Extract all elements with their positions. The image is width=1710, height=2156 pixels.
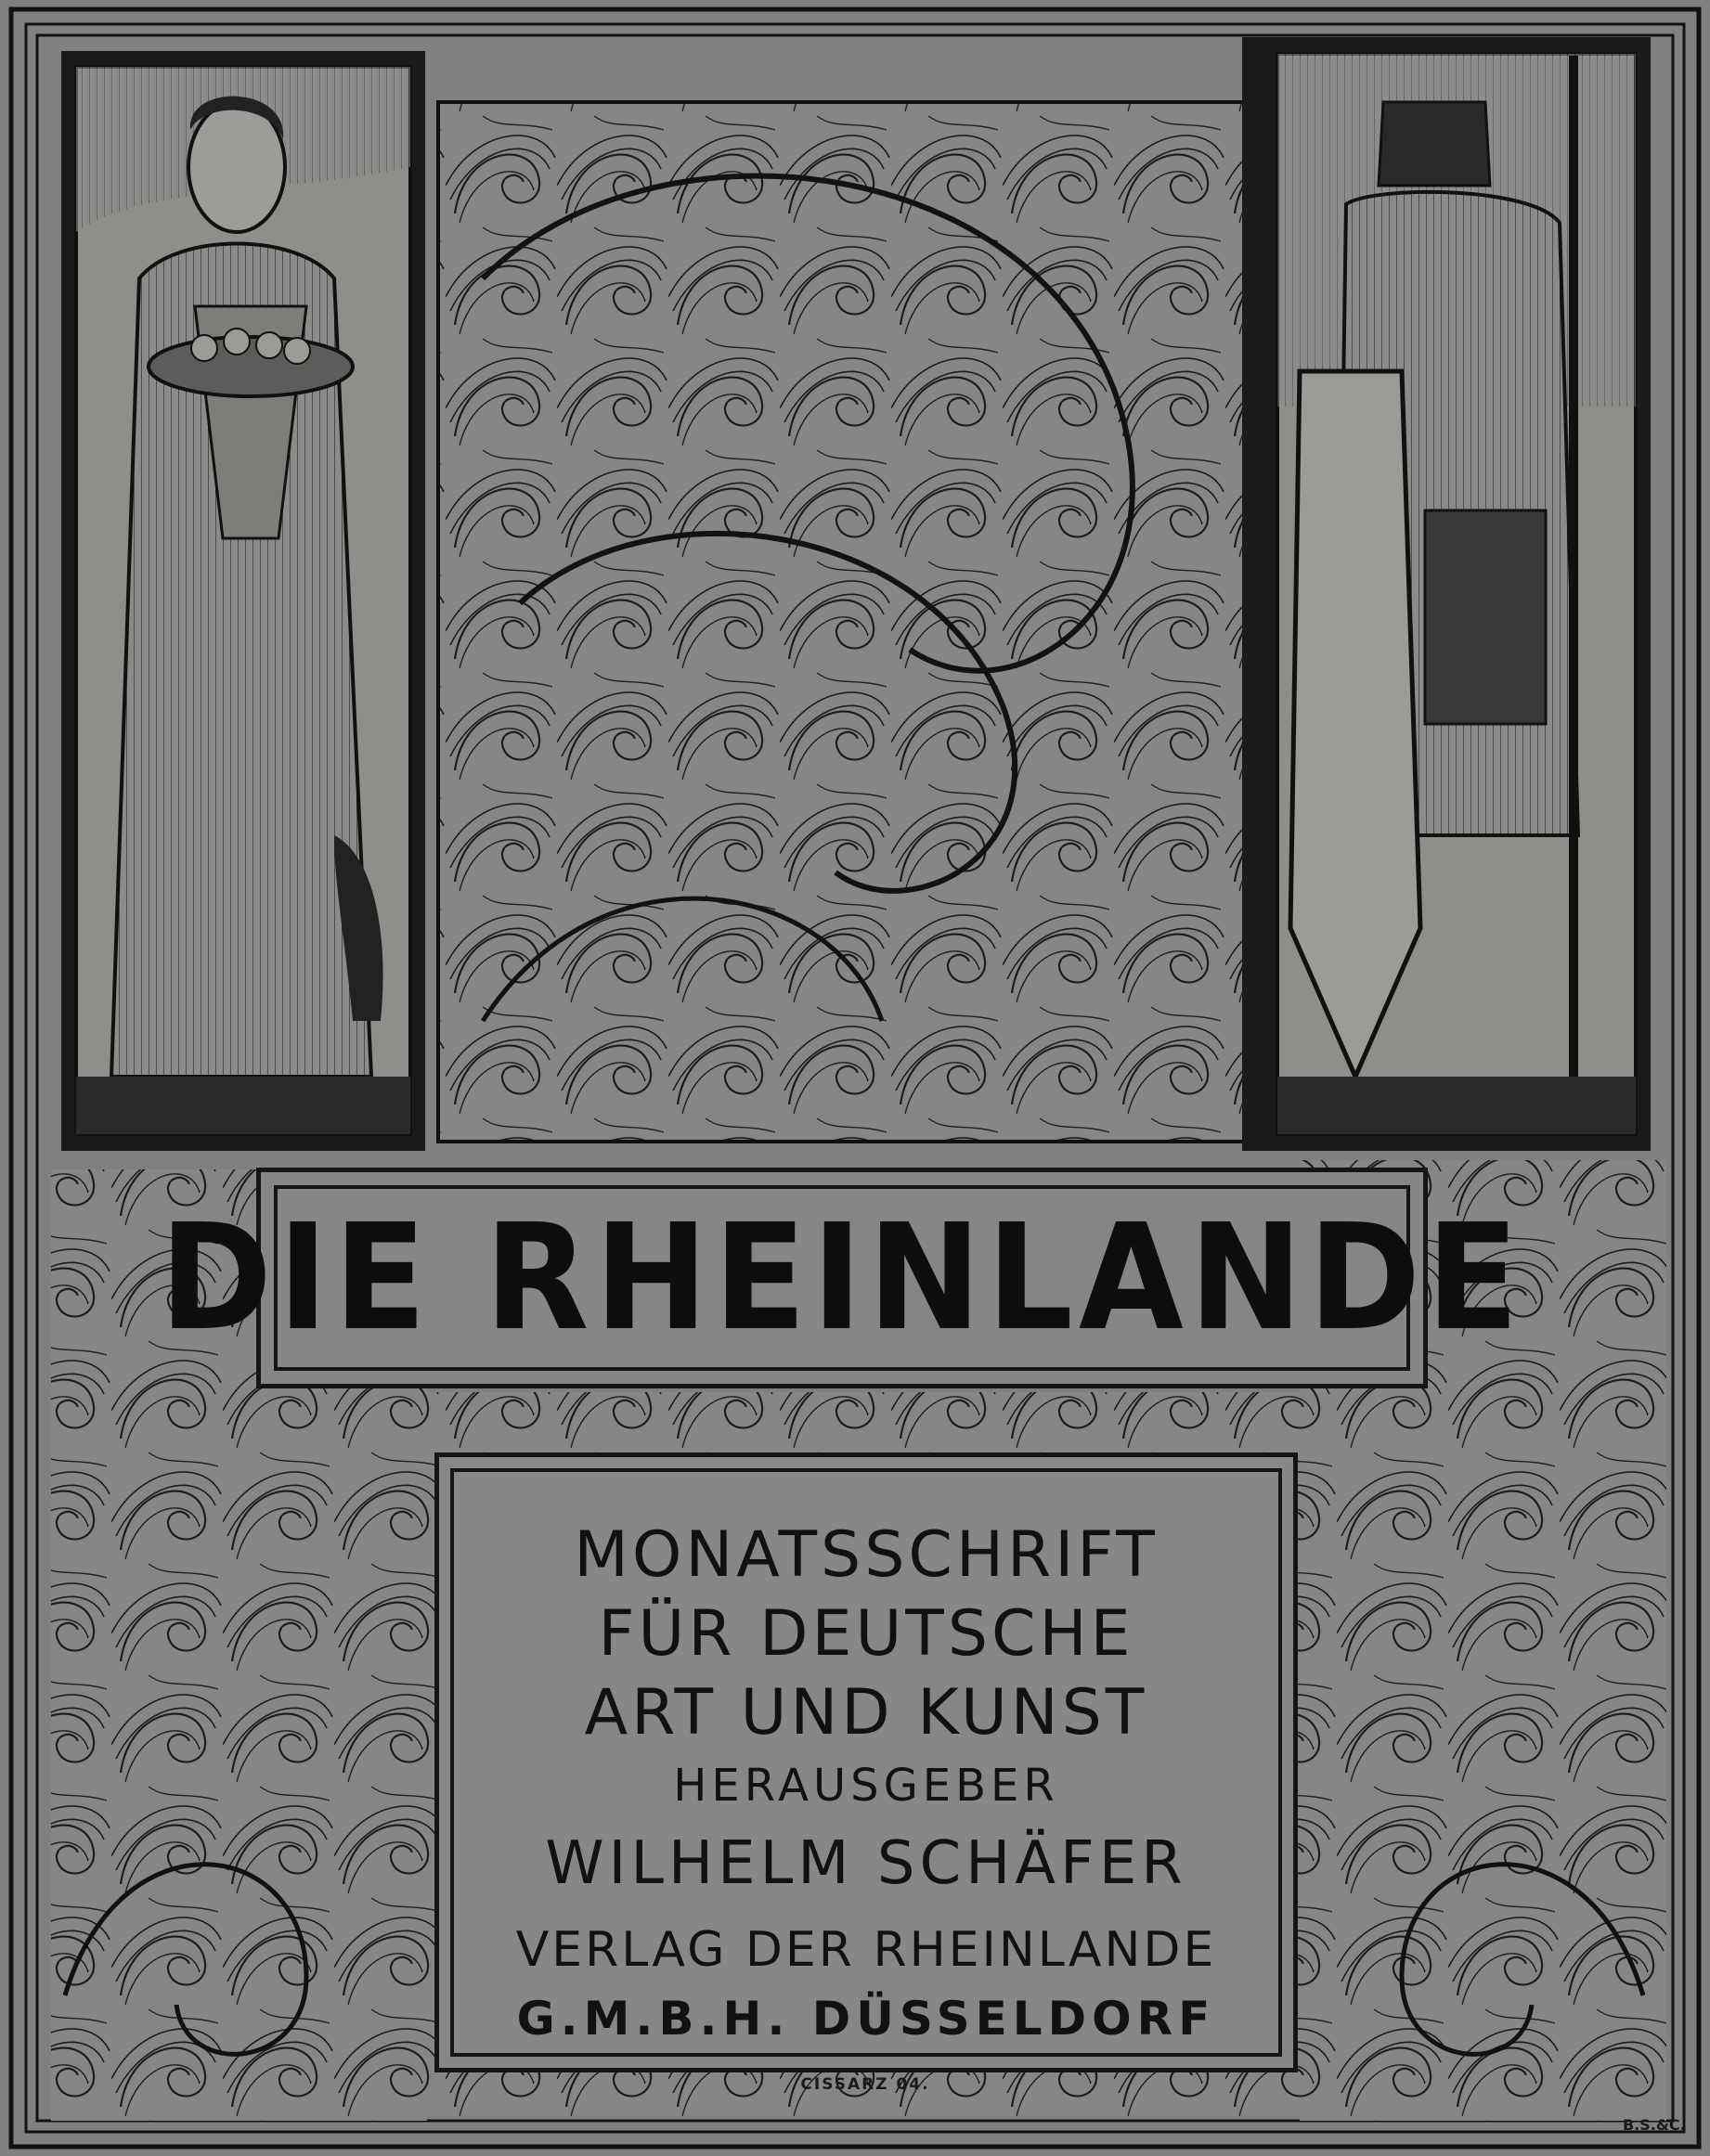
magazine-title: DIE RHEINLANDE: [159, 1193, 1525, 1363]
editor-name: WILHELM SCHÄFER: [545, 1829, 1187, 1898]
info-inner-frame: [450, 1468, 1282, 2057]
publisher-line-2: G.M.B.H. DÜSSELDORF: [516, 1992, 1216, 2046]
artist-signature: CISSARZ 04.: [800, 2075, 930, 2094]
editor-label: HERAUSGEBER: [673, 1760, 1059, 1812]
publisher-line-1: VERLAG DER RHEINLANDE: [515, 1922, 1217, 1978]
info-frame: [434, 1452, 1298, 2072]
subtitle-line-2: FÜR DEUTSCHE: [598, 1597, 1134, 1671]
subtitle-line-3: ART UND KUNST: [584, 1676, 1148, 1749]
right-illustration: [1242, 37, 1651, 1151]
title-frame: [159, 1168, 1525, 1388]
center-ornament: [438, 102, 1255, 1142]
subtitle-line-1: MONATSSCHRIFT: [574, 1518, 1159, 1592]
printer-mark: B.S.&C.: [1623, 2116, 1686, 2134]
left-illustration: [61, 51, 425, 1151]
title-inner-frame: [159, 1185, 1525, 1371]
